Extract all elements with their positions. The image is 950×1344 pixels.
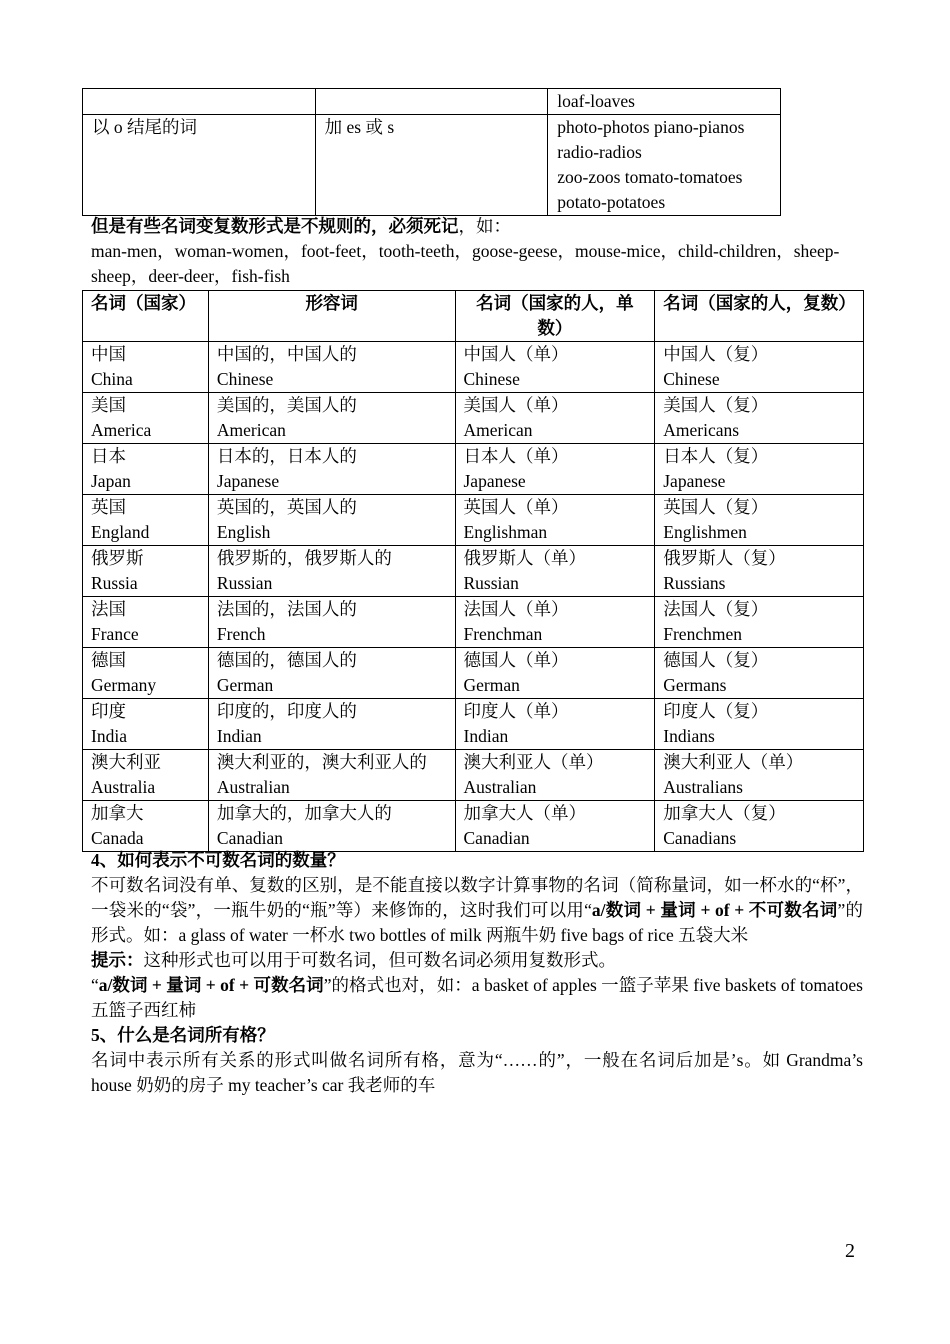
section-4-paragraph-2	[91, 973, 863, 1023]
table-cell	[208, 342, 455, 393]
table-row	[83, 342, 864, 393]
table-cell	[655, 750, 864, 801]
cell-chinese-text: 澳大利亚	[91, 752, 161, 772]
table-cell	[655, 597, 864, 648]
table-cell	[655, 648, 864, 699]
cell-chinese-text: 俄罗斯	[91, 548, 144, 568]
section-4-paragraph	[91, 873, 863, 948]
table-cell	[208, 393, 455, 444]
cell-chinese-text: 澳大利亚的，澳大利亚人的	[216, 752, 427, 772]
cell-english-text: Russian	[463, 573, 519, 593]
cell-chinese-text: 印度人（单）	[463, 701, 569, 721]
table-cell	[455, 393, 655, 444]
table-header-row	[83, 291, 864, 342]
cell-english-text: Japanese	[463, 471, 526, 491]
table-row	[83, 89, 781, 115]
table-cell: 加 es 或 s	[315, 115, 548, 216]
cell-chinese-text: 加拿大人（复）	[663, 803, 786, 823]
cell-english-text: American	[216, 420, 286, 440]
cell-english-text: Canadians	[663, 828, 737, 848]
cell-chinese-text: 日本人（单）	[463, 446, 569, 466]
table-cell	[83, 89, 316, 115]
table-cell-examples	[548, 115, 781, 216]
header-adjective: 形容词	[208, 291, 455, 342]
irregular-plural-paragraph	[91, 214, 861, 289]
table-cell	[83, 648, 209, 699]
cell-chinese-text: 德国的，德国人的	[216, 650, 357, 670]
table-cell	[655, 801, 864, 852]
cell-english-text: Australian	[463, 777, 537, 797]
cell-english-text: Frenchmen	[663, 624, 742, 644]
cell-english-text: French	[216, 624, 266, 644]
cell-english-text: China	[91, 369, 133, 389]
table-row	[83, 750, 864, 801]
cell-chinese-text: 中国	[91, 344, 126, 364]
table-cell	[455, 699, 655, 750]
cell-chinese-text: 日本	[91, 446, 126, 466]
table-cell: 以 o 结尾的词	[83, 115, 316, 216]
table-cell	[208, 801, 455, 852]
cell-chinese-text: 英国的，英国人的	[216, 497, 357, 517]
section-4	[91, 848, 863, 1098]
tip-label: 提示：	[91, 950, 144, 970]
table-cell	[83, 393, 209, 444]
tip-text: 这种形式也可以用于可数名词，但可数名词必须用复数形式。	[143, 950, 616, 970]
cell-english-text: Indian	[216, 726, 262, 746]
cell-english-text: Chinese	[463, 369, 520, 389]
table-cell	[208, 648, 455, 699]
table-cell	[208, 699, 455, 750]
irregular-heading: 但是有些名词变复数形式是不规则的，必须死记	[91, 216, 459, 236]
cell-chinese-text: 俄罗斯人（单）	[463, 548, 586, 568]
table-cell	[83, 801, 209, 852]
table-cell	[83, 750, 209, 801]
table-cell	[83, 597, 209, 648]
example-line: loaf-loaves	[557, 91, 635, 111]
cell-chinese-text: 美国的，美国人的	[216, 395, 357, 415]
table-cell	[83, 444, 209, 495]
cell-english-text: Russians	[663, 573, 726, 593]
irregular-examples: man-men，woman-women，foot-feet，tooth-teeth，goose-geese，mouse-mice，child-children，sheep-sheep，deer-deer，fish-fish	[91, 241, 840, 286]
example-line: photo-photos piano-pianos	[557, 117, 745, 137]
table-cell	[455, 495, 655, 546]
cell-chinese-text: 俄罗斯的，俄罗斯人的	[216, 548, 392, 568]
table-cell	[83, 342, 209, 393]
cell-english-text: German	[216, 675, 274, 695]
section-4-tip	[91, 948, 863, 973]
cell-chinese-text: 法国人（复）	[663, 599, 769, 619]
table-cell	[455, 444, 655, 495]
header-person-plural: 名词（国家的人，复数）	[655, 291, 864, 342]
cell-chinese-text: 加拿大	[91, 803, 144, 823]
cell-english-text: India	[91, 726, 127, 746]
table-cell	[208, 750, 455, 801]
table-row	[83, 801, 864, 852]
cell-english-text: Germans	[663, 675, 727, 695]
table-cell	[655, 444, 864, 495]
irregular-suffix: ，如：	[458, 216, 511, 236]
table-row	[83, 444, 864, 495]
cell-english-text: America	[91, 420, 152, 440]
table-cell	[208, 444, 455, 495]
cell-chinese-text: 印度	[91, 701, 126, 721]
cell-english-text: Canada	[91, 828, 144, 848]
cell-english-text: England	[91, 522, 150, 542]
table-cell	[83, 699, 209, 750]
section-4-formula: a/数词 + 量词 + of + 不可数名词	[591, 900, 838, 920]
cell-chinese-text: 美国	[91, 395, 126, 415]
cell-english-text: Canadian	[463, 828, 530, 848]
table-row	[83, 546, 864, 597]
cell-chinese-text: 法国	[91, 599, 126, 619]
table-row	[83, 495, 864, 546]
cell-english-text: Indians	[663, 726, 715, 746]
cell-chinese-text: 德国人（单）	[463, 650, 569, 670]
section-4-text-c: ”的格式也对，如：a basket of apples 一篮子苹果 five baskets of tomatoes 五篮子西红柿	[91, 975, 863, 1020]
example-line: potato-potatoes	[557, 192, 666, 212]
cell-chinese-text: 俄罗斯人（复）	[663, 548, 786, 568]
table-row	[83, 115, 781, 216]
section-4-formula-2: a/数词 + 量词 + of + 可数名词	[98, 975, 324, 995]
cell-english-text: Chinese	[216, 369, 274, 389]
section-4-quote-open: “	[91, 975, 99, 995]
cell-english-text: Japanese	[216, 471, 280, 491]
cell-english-text: Japanese	[663, 471, 726, 491]
section-4-text-a: 不可数名词没有单、复数的区别，是不能直接以数字计算事物的名词（简称量词，如一杯水的“杯”，一袋米的“袋”，一瓶牛奶的“瓶”等）来修饰的，这时我们可以用“	[91, 875, 863, 920]
cell-chinese-text: 加拿大人（单）	[463, 803, 586, 823]
table-cell-examples	[548, 89, 781, 115]
table-cell	[455, 801, 655, 852]
cell-chinese-text: 日本人（复）	[663, 446, 769, 466]
table-cell	[655, 546, 864, 597]
cell-chinese-text: 澳大利亚人（单）	[463, 752, 604, 772]
example-line: radio-radios	[557, 142, 642, 162]
header-person-singular: 名词（国家的人，单数）	[455, 291, 655, 342]
cell-chinese-text: 英国人（复）	[663, 497, 769, 517]
table-cell	[655, 342, 864, 393]
table-cell	[455, 750, 655, 801]
cell-chinese-text: 印度的，印度人的	[216, 701, 357, 721]
cell-chinese-text: 澳大利亚人（单）	[663, 752, 804, 772]
cell-chinese-text: 加拿大的，加拿大人的	[216, 803, 392, 823]
table-cell	[655, 699, 864, 750]
cell-chinese-text: 中国人（复）	[663, 344, 769, 364]
table-cell	[455, 546, 655, 597]
cell-english-text: Frenchman	[463, 624, 543, 644]
cell-english-text: Russian	[216, 573, 273, 593]
cell-english-text: Englishmen	[663, 522, 747, 542]
cell-english-text: English	[216, 522, 271, 542]
cell-english-text: Japan	[91, 471, 131, 491]
cell-chinese-text: 印度人（复）	[663, 701, 769, 721]
plural-rules-table	[82, 88, 781, 216]
table-cell	[455, 597, 655, 648]
table-cell	[83, 495, 209, 546]
cell-english-text: Americans	[663, 420, 740, 440]
cell-chinese-text: 英国	[91, 497, 126, 517]
table-cell	[455, 648, 655, 699]
table-row	[83, 699, 864, 750]
cell-chinese-text: 美国人（单）	[463, 395, 569, 415]
cell-chinese-text: 中国人（单）	[463, 344, 569, 364]
country-nationality-table	[82, 290, 864, 852]
section-5-paragraph: 名词中表示所有关系的形式叫做名词所有格，意为“……的”，一般在名词后加是’s。如 Grandma’s house 奶奶的房子 my teacher’s car 我老师的车	[91, 1050, 863, 1095]
table-cell	[455, 342, 655, 393]
table-cell	[655, 393, 864, 444]
cell-chinese-text: 德国人（复）	[663, 650, 769, 670]
cell-chinese-text: 美国人（复）	[663, 395, 769, 415]
cell-chinese-text: 法国人（单）	[463, 599, 569, 619]
table-cell	[208, 495, 455, 546]
cell-english-text: Germany	[91, 675, 157, 695]
table-cell	[208, 546, 455, 597]
section-4-text-b: ”的形式。如：a glass of water 一杯水 two bottles of milk 两瓶牛奶 five bags of rice 五袋大米	[91, 900, 863, 945]
cell-english-text: Indian	[463, 726, 509, 746]
table-cell	[315, 89, 548, 115]
cell-chinese-text: 德国	[91, 650, 126, 670]
cell-english-text: Australia	[91, 777, 156, 797]
cell-chinese-text: 英国人（单）	[463, 497, 569, 517]
header-country: 名词（国家）	[83, 291, 209, 342]
cell-english-text: German	[463, 675, 520, 695]
cell-english-text: American	[463, 420, 533, 440]
cell-english-text: Russia	[91, 573, 138, 593]
cell-chinese-text: 法国的，法国人的	[216, 599, 357, 619]
section-4-heading: 4、如何表示不可数名词的数量？	[91, 850, 345, 870]
table-row	[83, 597, 864, 648]
cell-chinese-text: 日本的，日本人的	[216, 446, 357, 466]
table-row	[83, 393, 864, 444]
section-5-heading: 5、什么是名词所有格？	[91, 1025, 275, 1045]
table-cell	[83, 546, 209, 597]
table-row	[83, 648, 864, 699]
cell-english-text: Australians	[663, 777, 743, 797]
table-cell	[655, 495, 864, 546]
cell-english-text: France	[91, 624, 139, 644]
cell-chinese-text: 中国的，中国人的	[216, 344, 357, 364]
cell-english-text: Canadian	[216, 828, 283, 848]
cell-english-text: Englishman	[463, 522, 548, 542]
table-cell	[208, 597, 455, 648]
example-line: zoo-zoos tomato-tomatoes	[557, 167, 743, 187]
cell-english-text: Australian	[216, 777, 290, 797]
page-number: 2	[845, 1240, 855, 1262]
cell-english-text: Chinese	[663, 369, 720, 389]
